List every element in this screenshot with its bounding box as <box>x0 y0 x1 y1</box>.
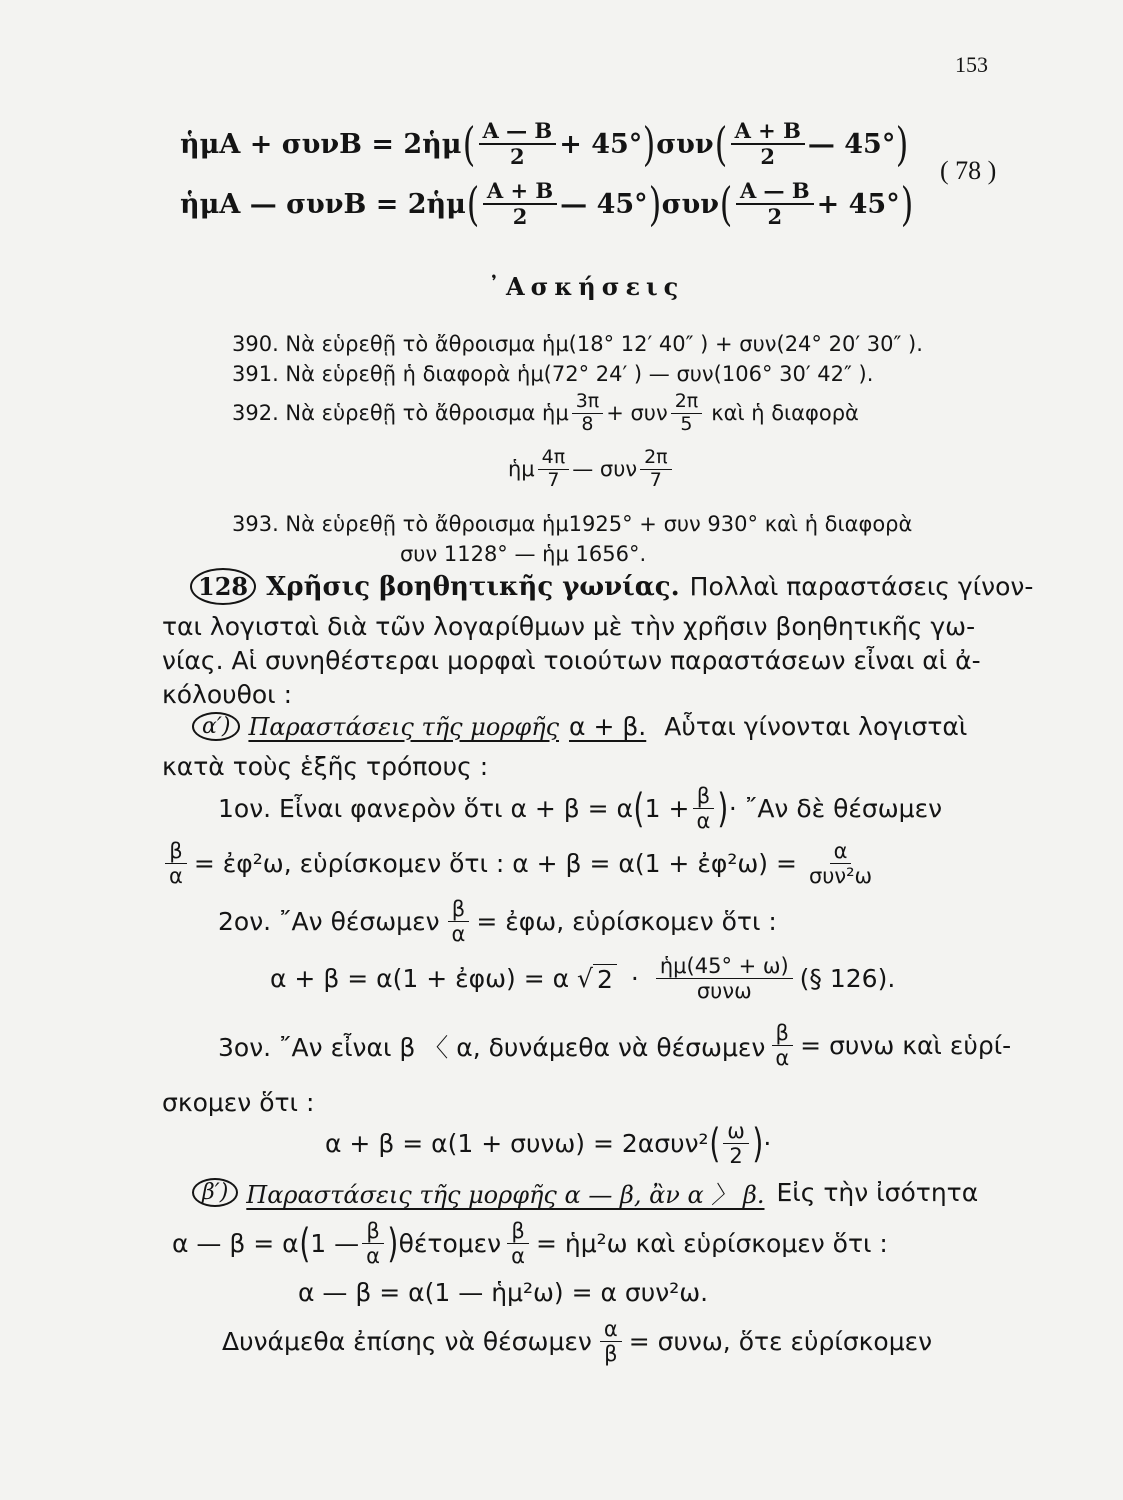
page-number: 153 <box>955 52 988 77</box>
fraction: $\frac{3\pi}{8}$ <box>572 392 604 435</box>
exercise-392-difference: ἡμ $\frac{4\pi}{7}$ — συν $\frac{2\pi}{7}$ <box>508 448 675 491</box>
part-a-title: Παραστάσεις τῆς μορφῆς <box>248 712 560 741</box>
section-text-line2: ται λογισταὶ διὰ τῶν λογαρίθμων μὲ τὴν χρῆσιν βοηθητικῆς γω- <box>162 612 976 641</box>
fraction: $\frac{\beta}{\alpha}$ <box>692 785 714 832</box>
identity-difference: ἡμΑ — συνΒ = 2ἡμ ( $\frac{A + B}{2}$ — 45° ) συν ( $\frac{A — B}{2}$ + 45° ) <box>180 177 913 232</box>
fraction: $\frac{2\pi}{5}$ <box>671 392 703 435</box>
fraction: $\frac{\beta}{\alpha}$ <box>165 840 187 887</box>
section-text-line3: νίας. Αἱ συνηθέστεραι μορφαὶ τοιούτων παραστάσεων εἶναι αἱ ἀ- <box>162 646 981 675</box>
part-a-header: α′) Παραστάσεις τῆς μορφῆς α + β. Αὗται γίνονται λογισταὶ <box>192 712 967 741</box>
case-2-line1: 2ον. ῎Αν θέσωμεν $\frac{\beta}{\alpha}$ = ἐφω, εὑρίσκομεν ὅτι : <box>218 897 777 947</box>
fraction: $\frac{A + B}{2}$ <box>483 180 557 228</box>
fraction: $\frac{\alpha}{\text{συν²ω}}$ <box>808 839 873 889</box>
case-1-line1: 1ον. Εἶναι φανερὸν ὅτι α + β = α ( 1 + $\frac{\beta}{\alpha}$ ) · ῎Αν δὲ θέσωμεν <box>218 784 943 834</box>
exercise-390: 390. Νὰ εὑρεθῇ τὸ ἄθροισμα ἡμ(18° 12′ 40″ ) + συν(24° 20′ 30″ ). <box>232 332 923 356</box>
part-b-line3: α — β = α(1 — ἡμ²ω) = α συν²ω. <box>298 1278 709 1307</box>
section-text-line4: κόλουθοι : <box>162 680 293 709</box>
part-b-line2: α — β = α ( 1 — $\frac{\beta}{\alpha}$ ) θέτομεν $\frac{\beta}{\alpha}$ = ἡμ²ω καὶ εὑρίσκομεν ὅτι : <box>172 1219 888 1269</box>
part-a-marker: α′) <box>192 712 240 741</box>
fraction: $\frac{\beta}{\alpha}$ <box>771 1022 793 1069</box>
fraction: $\frac{\alpha}{\beta}$ <box>600 1318 622 1365</box>
case-1-line2: $\frac{\beta}{\alpha}$ = ἐφ²ω, εὑρίσκομεν ὅτι : α + β = α(1 + ἐφ²ω) = $\frac{\alpha}{\text{συν²ω}}$ <box>162 840 879 887</box>
case-3-line3: α + β = α(1 + συνω) = 2ασυν² ( $\frac{\omega}{2}$ ) · <box>325 1119 772 1169</box>
exercise-391: 391. Νὰ εὑρεθῇ ἡ διαφορὰ ἡμ(72° 24′ ) — συν(106° 30′ 42″ ). <box>232 362 874 386</box>
fraction: $\frac{A — B}{2}$ <box>736 180 814 228</box>
fraction: $\frac{2\pi}{7}$ <box>640 448 672 491</box>
part-b-header: β′) Παραστάσεις τῆς μορφῆς α — β, ἂν α 〉 β. Εἰς τὴν ἰσότητα <box>192 1175 978 1210</box>
part-a-line2: κατὰ τοὺς ἑξῆς τρόπους : <box>162 752 489 781</box>
exercise-392: 392. Νὰ εὑρεθῇ τὸ ἄθροισμα ἡμ $\frac{3\pi}{8}$ + συν $\frac{2\pi}{5}$ καὶ ἡ διαφορὰ <box>232 390 859 435</box>
identity-sum: ἡμΑ + συνΒ = 2ἡμ ( $\frac{A — B}{2}$ + 45° ) συν ( $\frac{A + B}{2}$ — 45° ) <box>180 117 909 172</box>
fraction: $\frac{\omega}{2}$ <box>723 1120 749 1167</box>
section-title: Χρῆσις βοηθητικῆς γωνίας. <box>266 571 680 602</box>
case-3-line1: 3ον. ῎Αν εἶναι β 〈 α, δυνάμεθα νὰ θέσωμεν $\frac{\beta}{\alpha}$ = συνω καὶ εὑρί- <box>218 1021 1012 1071</box>
part-b-line4: Δυνάμεθα ἐπίσης νὰ θέσωμεν $\frac{\alpha}{\beta}$ = συνω, ὅτε εὑρίσκομεν <box>222 1317 933 1367</box>
fraction: $\frac{A — B}{2}$ <box>479 120 557 168</box>
case-3-line2: σκομεν ὅτι : <box>162 1088 315 1117</box>
fraction: $\frac{A + B}{2}$ <box>731 120 805 168</box>
exercises-heading: ᾿Ασκήσεις <box>488 272 685 301</box>
fraction: $\frac{\beta}{\alpha}$ <box>448 898 470 945</box>
fraction: $\frac{4\pi}{7}$ <box>538 448 570 491</box>
fraction: $\frac{\beta}{\alpha}$ <box>507 1220 529 1267</box>
section-128-header: 128 Χρῆσις βοηθητικῆς γωνίας. Πολλαὶ παραστάσεις γίνον- <box>190 568 1033 605</box>
exercise-393: 393. Νὰ εὑρεθῇ τὸ ἄθροισμα ἡμ1925° + συν 930° καὶ ἡ διαφορὰ <box>232 512 913 536</box>
part-b-title: Παραστάσεις τῆς μορφῆς α — β, ἂν α 〉 β. <box>246 1181 765 1209</box>
equation-number: ( 78 ) <box>940 156 997 185</box>
fraction: $\frac{\text{ἡμ(45° + ω)}}{\text{συνω}}$ <box>656 955 793 1002</box>
section-number: 128 <box>190 568 256 605</box>
part-b-marker: β′) <box>192 1178 238 1207</box>
exercise-393-line2: συν 1128° — ἡμ 1656°. <box>400 542 647 566</box>
case-2-line2: α + β = α(1 + ἐφω) = α √ 2 · $\frac{\text{ἡμ(45° + ω)}}{\text{συνω}}$ (§ 126). <box>270 954 896 1004</box>
fraction: $\frac{\beta}{\alpha}$ <box>362 1220 384 1267</box>
